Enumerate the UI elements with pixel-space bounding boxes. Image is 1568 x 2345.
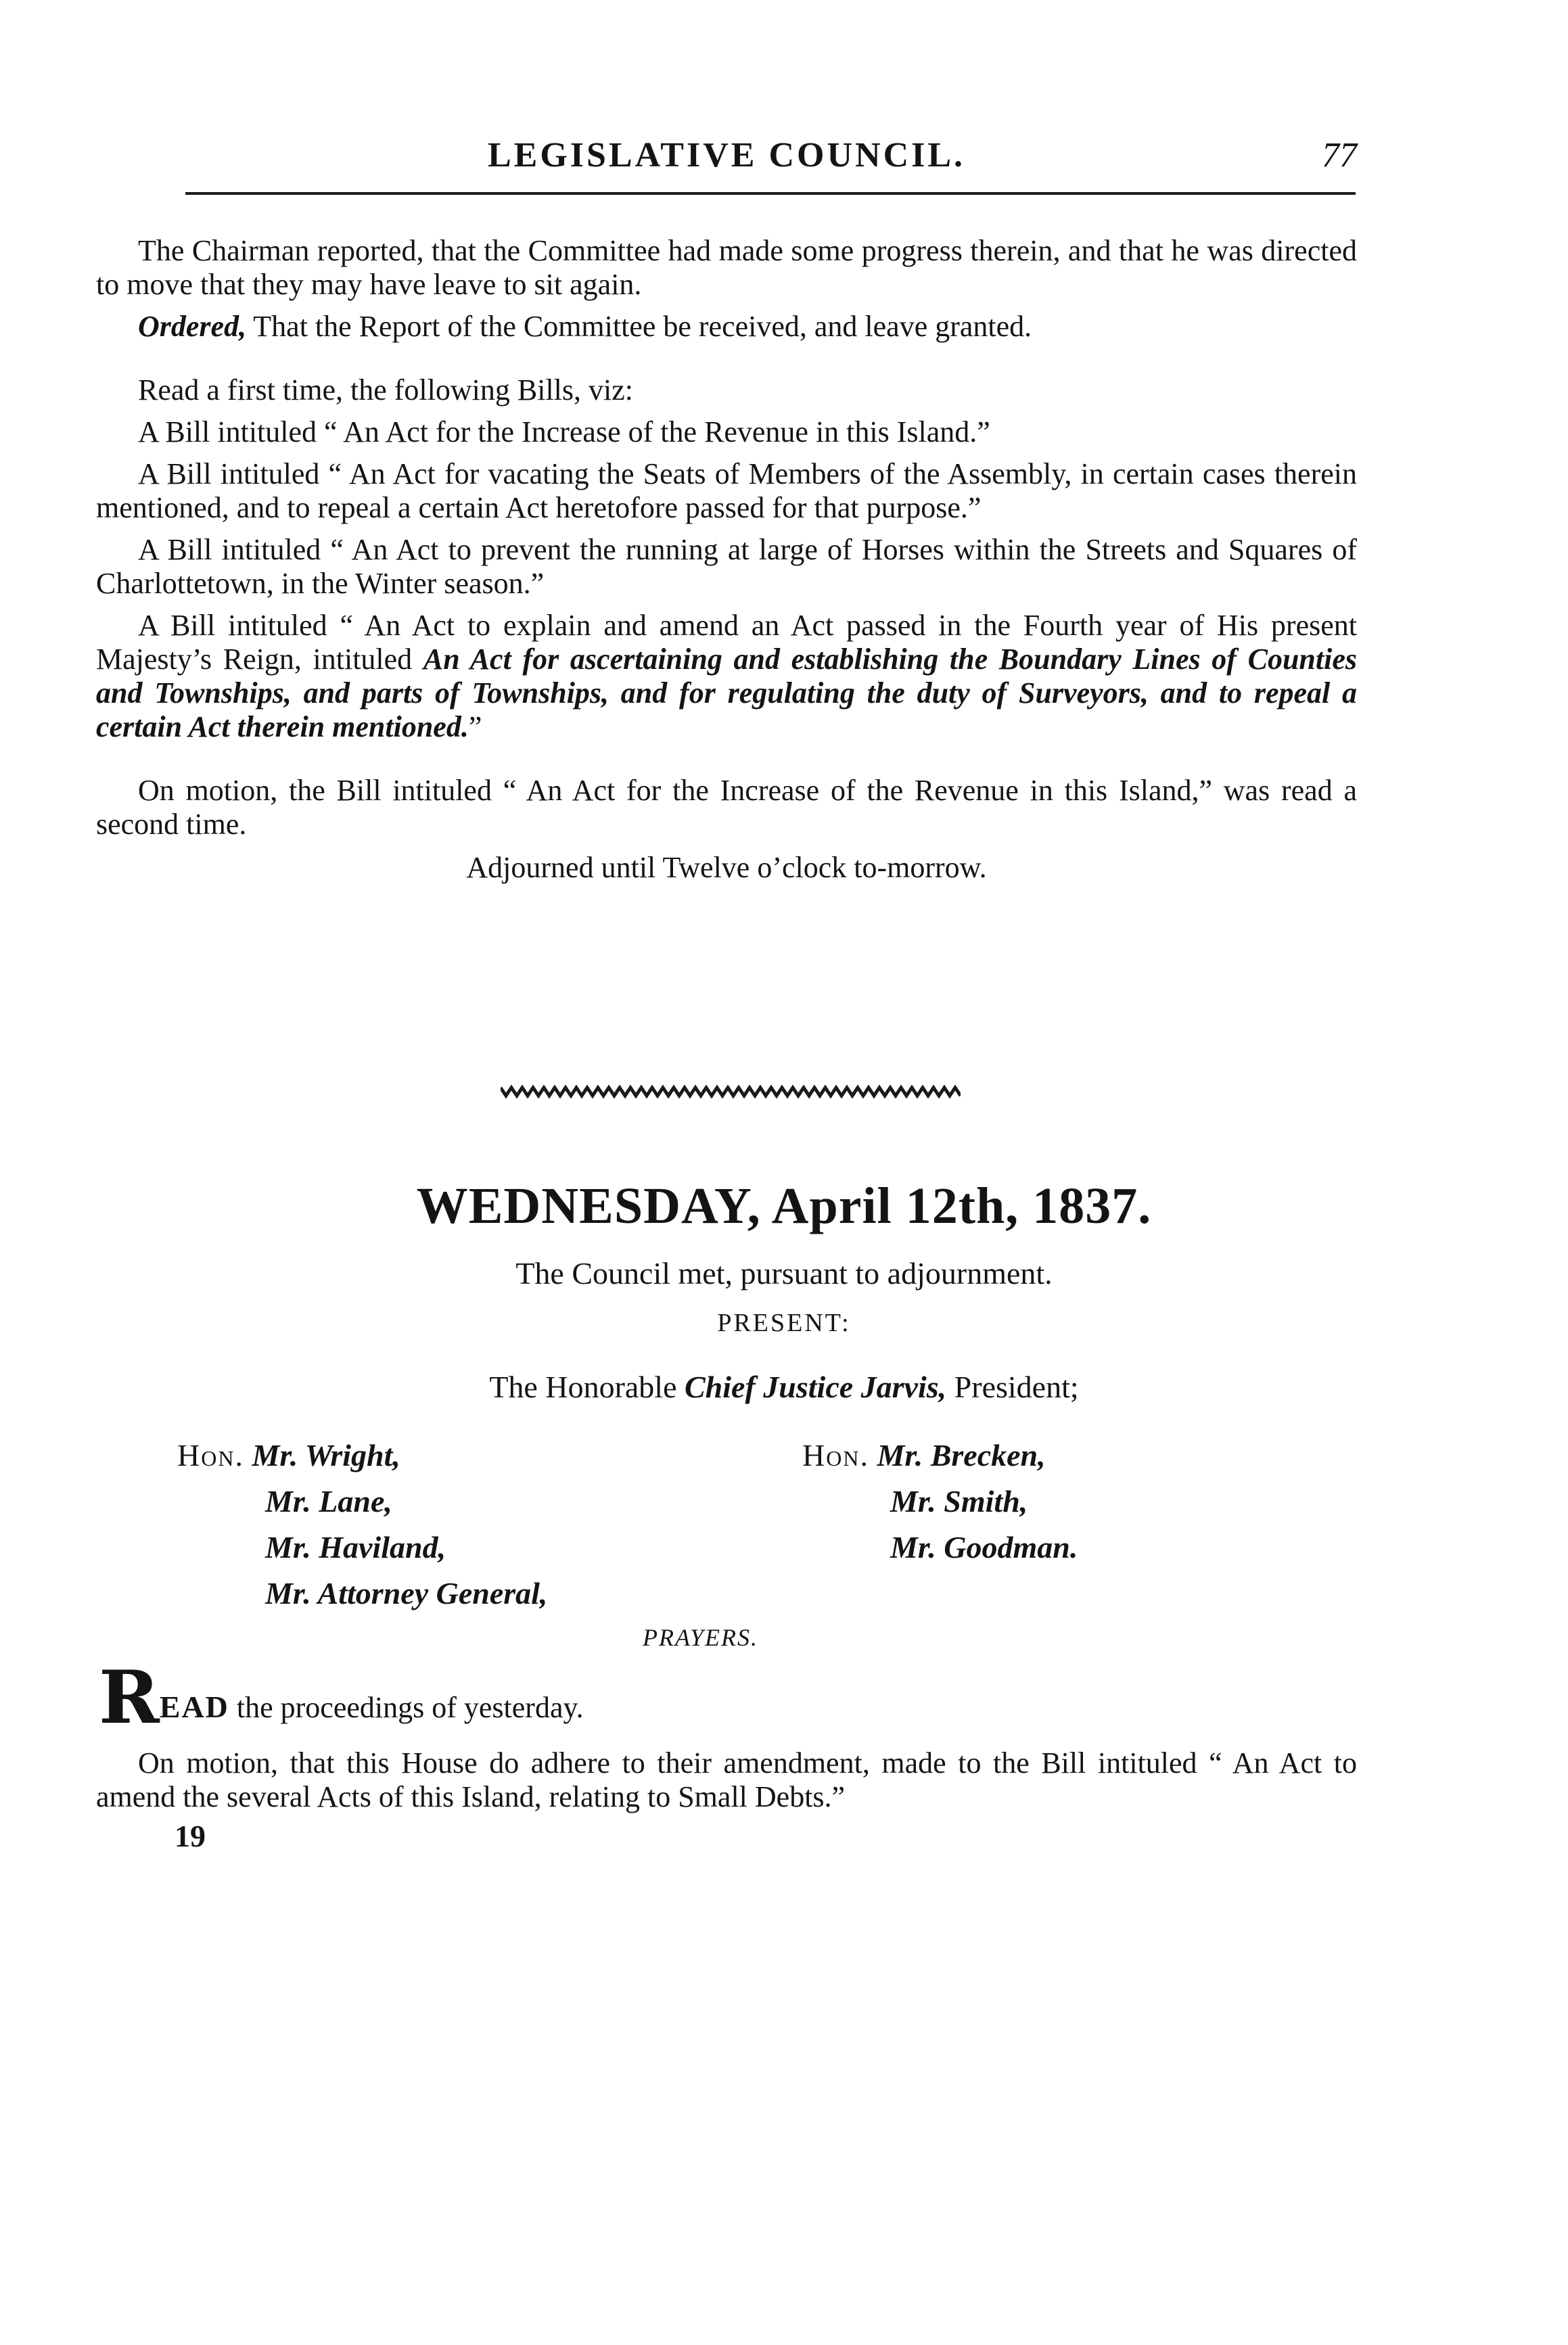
bill-vacating-seats: A Bill intituled “ An Act for vacating the Seats of Members of the Assembly, in certain cases therein mentioned, and to repeal a certain Act heretofore passed for that purpose.” [96, 457, 1357, 524]
present-label: PRESENT: [717, 1309, 851, 1337]
bill-boundary-lines [96, 609, 1357, 744]
read-proceedings-line [99, 1655, 584, 1740]
member-name: Mr. Brecken, [877, 1438, 1046, 1472]
president-name: Chief Justice Jarvis, [685, 1370, 947, 1404]
page-header [96, 122, 1357, 189]
bill-boundary-italic: An Act for ascertaining and establishing the Boundary Lines of Counties and Townships, and parts of Townships, and for regulating the duty of Surveyors, and to repeal a certain Act therein mentioned. [96, 643, 1357, 743]
member-row [177, 1433, 547, 1479]
bill-boundary-lead: A Bill intituled “ An Act to explain and amend an Act passed in the Fourth year of His present Majesty’s Reign, intituled [96, 609, 1357, 676]
members-right-column [802, 1433, 1078, 1571]
read-caps: EAD [159, 1690, 229, 1724]
member-name: Mr. Goodman. [890, 1530, 1078, 1564]
ordered-label: Ordered, [138, 310, 247, 343]
second-reading-paragraph: On motion, the Bill intituled “ An Act for the Increase of the Revenue in this Island,” was read a second time. [96, 774, 1357, 841]
council-met-line: The Council met, pursuant to adjournment. [515, 1256, 1053, 1291]
proceedings-part-two [96, 1746, 1357, 1822]
president-end: President; [946, 1370, 1079, 1404]
signature-mark: 19 [175, 1819, 206, 1853]
adjourned-line: Adjourned until Twelve o’clock to-morrow. [466, 851, 987, 884]
drop-cap-initial: R [99, 1655, 160, 1740]
chairman-report-paragraph: The Chairman reported, that the Committee had made some progress therein, and that he was directed to move that they may have leave to sit again. [96, 234, 1357, 301]
member-row [177, 1479, 547, 1525]
president-line [0, 1369, 1568, 1405]
member-name: Mr. Attorney General, [265, 1576, 548, 1610]
ordered-paragraph [96, 310, 1357, 344]
member-row [802, 1525, 1078, 1571]
page-number: 77 [1322, 136, 1357, 175]
ordered-text: That the Report of the Committee be received, and leave granted. [246, 310, 1032, 343]
first-reading-intro: Read a first time, the following Bills, viz: [138, 373, 633, 407]
running-title: LEGISLATIVE COUNCIL. [487, 136, 966, 175]
hon-label: Hon. [802, 1438, 869, 1472]
prayers-label: PRAYERS. [643, 1624, 758, 1651]
adhere-motion-paragraph: On motion, that this House do adhere to their amendment, made to the Bill intituled “ An Act to amend the several Acts of this Island, relating to Small Debts.” [96, 1746, 1357, 1813]
ornamental-divider [501, 1085, 961, 1098]
president-lead: The Honorable [489, 1370, 685, 1404]
member-row [802, 1479, 1078, 1525]
member-name: Mr. Smith, [890, 1484, 1028, 1518]
day-heading: WEDNESDAY, April 12th, 1837. [416, 1178, 1152, 1234]
read-rest: the proceedings of yesterday. [229, 1691, 584, 1724]
member-row [177, 1525, 547, 1571]
member-name: Mr. Lane, [265, 1484, 392, 1518]
member-row [802, 1433, 1078, 1479]
proceedings-part-one [96, 234, 1357, 893]
bill-revenue: A Bill intituled “ An Act for the Increase of the Revenue in this Island.” [138, 415, 990, 448]
hon-label: Hon. [177, 1438, 244, 1472]
bill-boundary-end: ” [468, 710, 482, 743]
member-row [177, 1571, 547, 1617]
member-name: Mr. Haviland, [265, 1530, 446, 1564]
header-rule [185, 192, 1356, 195]
bill-horses: A Bill intituled “ An Act to prevent the running at large of Horses within the Streets and Squares of Charlottetown, in the Winter season.” [96, 533, 1357, 600]
members-left-column [177, 1433, 547, 1617]
member-name: Mr. Wright, [252, 1438, 400, 1472]
